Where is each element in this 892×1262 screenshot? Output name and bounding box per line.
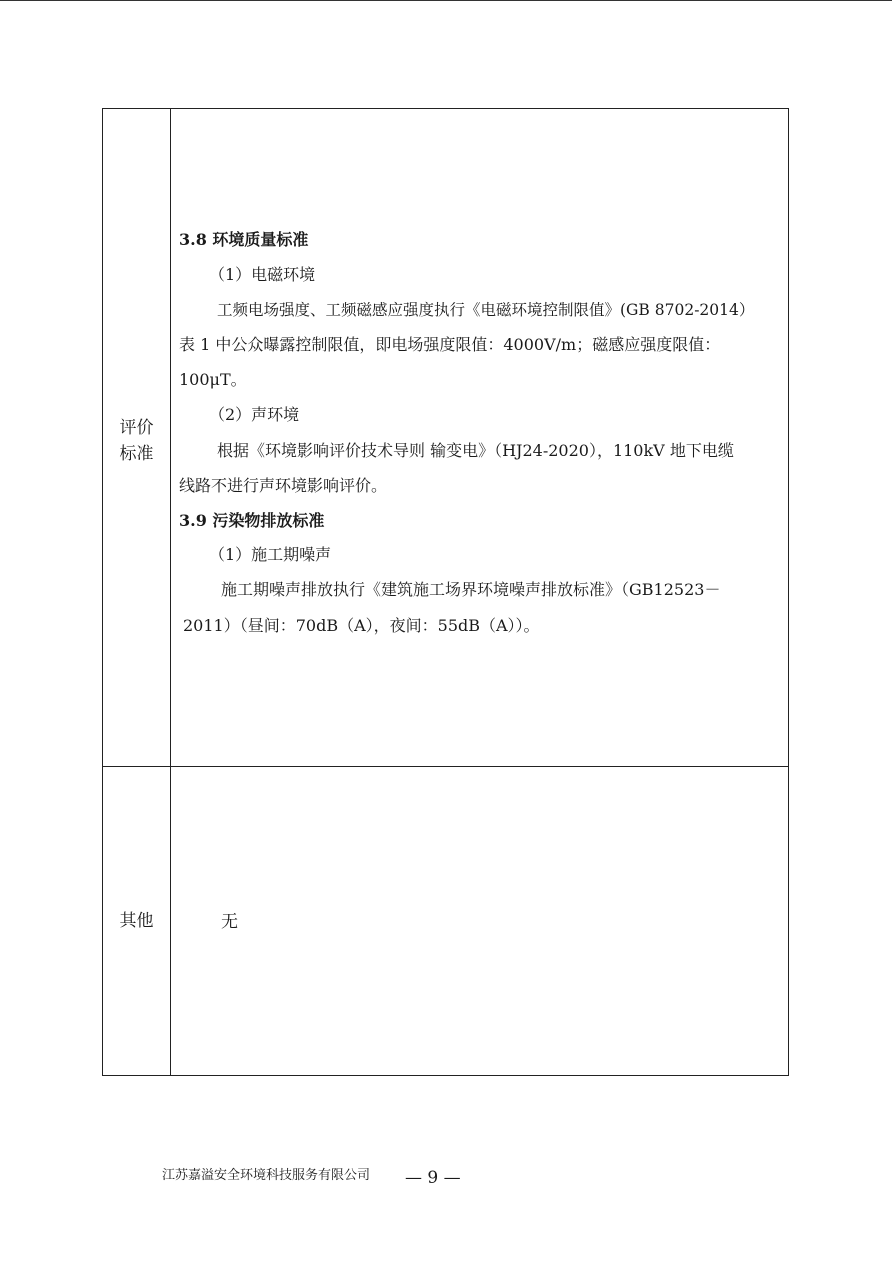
subheading-electromagnetic: （1）电磁环境: [209, 265, 316, 284]
paragraph-line: 根据《环境影响评价技术导则 输变电》（HJ24-2020），110kV 地下电缆: [217, 441, 734, 460]
subheading-construction-noise: （1）施工期噪声: [209, 545, 332, 564]
row-divider: [103, 766, 788, 767]
heading-3-9: 3.9 污染物排放标准: [179, 511, 325, 530]
paragraph-line: 工频电场强度、工频磁感应强度执行《电磁环境控制限值》(GB 8702-2014）: [217, 301, 755, 319]
row-label-line-1: 评价: [119, 418, 154, 438]
paragraph-line: 施工期噪声排放执行《建筑施工场界环境噪声排放标准》（GB12523－: [221, 580, 721, 599]
row-label-other: 其他: [119, 911, 154, 931]
subheading-acoustic: （2）声环境: [209, 405, 300, 424]
footer-company: 江苏嘉溢安全环境科技服务有限公司: [162, 1168, 371, 1183]
page-number: — 9 —: [405, 1168, 461, 1188]
other-text: 无: [221, 912, 238, 932]
paragraph-line: 线路不进行声环境影响评价。: [179, 476, 388, 495]
page-top-rule: [0, 0, 892, 1]
paragraph-line: 2011）（昼间：70dB（A），夜间：55dB（A））。: [183, 616, 540, 635]
heading-3-8: 3.8 环境质量标准: [179, 230, 309, 249]
row-label-line-2: 标准: [119, 444, 154, 464]
standards-table: [102, 108, 789, 1076]
paragraph-line: 表 1 中公众曝露控制限值，即电场强度限值：4000V/m；磁感应强度限值：: [179, 335, 721, 354]
column-divider: [170, 109, 171, 1075]
paragraph-line: 100μT。: [179, 370, 247, 389]
row-label-evaluation-standard: [103, 415, 170, 467]
